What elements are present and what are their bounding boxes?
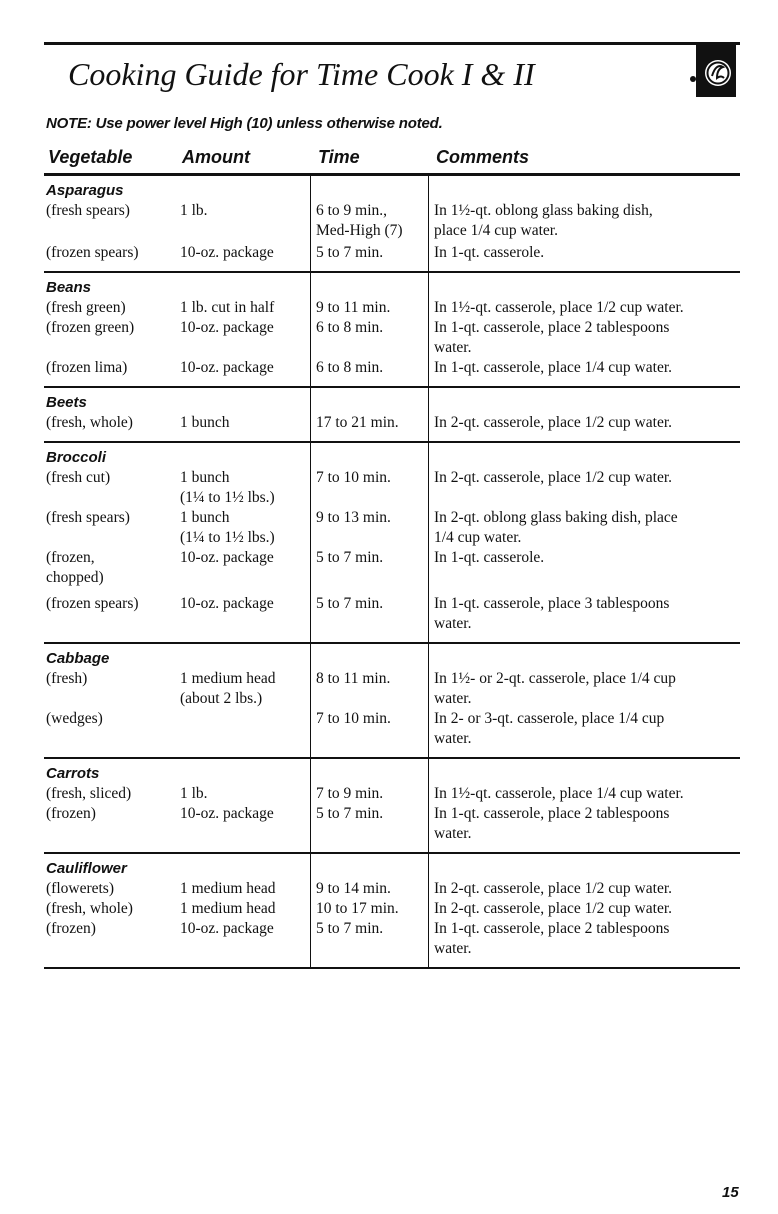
cell-line: place 1/4 cup water.: [434, 222, 558, 239]
cell-line: 5 to 7 min.: [316, 595, 384, 612]
cell-line: In 1-qt. casserole, place 1/4 cup water.: [434, 359, 673, 376]
cell-line: water.: [434, 825, 472, 842]
cell-line: In 1-qt. casserole, place 3 tablespoons: [434, 595, 670, 612]
cell-line: 1 medium head: [180, 900, 276, 917]
time-cell: [316, 508, 430, 528]
time-cell: [316, 879, 430, 899]
ge-logo-icon: [690, 45, 736, 97]
group-spacer: [44, 844, 740, 852]
amount-cell: [180, 358, 312, 378]
page-number: 15: [722, 1184, 739, 1201]
vegetable-cell: [46, 879, 174, 899]
cell-line: (frozen spears): [46, 595, 139, 612]
amount-cell: [180, 468, 312, 508]
cell-line: water.: [434, 690, 472, 707]
amount-cell: [180, 899, 312, 919]
cell-line: (fresh cut): [46, 469, 111, 486]
comments-cell: [434, 243, 738, 263]
cell-line: (fresh, whole): [46, 414, 133, 431]
cell-line: 9 to 13 min.: [316, 509, 391, 526]
time-cell: [316, 243, 430, 263]
cell-line: 1 bunch: [180, 509, 230, 526]
vegetable-cell: [46, 548, 174, 588]
group-spacer: [44, 433, 740, 441]
vegetable-cell: [46, 243, 174, 263]
table-row: [44, 879, 740, 899]
cell-line: 1 lb.: [180, 202, 208, 219]
amount-cell: [180, 298, 312, 318]
time-cell: [316, 298, 430, 318]
vegetable-cell: [46, 318, 174, 338]
cell-line: 10-oz. package: [180, 549, 274, 566]
cell-line: (1¼ to 1½ lbs.): [180, 529, 275, 546]
vegetable-group: [44, 443, 740, 644]
time-cell: [316, 709, 430, 729]
table-row: [44, 243, 740, 263]
time-cell: [316, 594, 430, 614]
cell-line: 1/4 cup water.: [434, 529, 522, 546]
time-cell: [316, 468, 430, 488]
group-title: Beans: [46, 279, 92, 296]
amount-cell: [180, 709, 312, 729]
cell-line: [180, 709, 312, 729]
comments-cell: [434, 804, 738, 844]
group-spacer: [44, 959, 740, 967]
cell-line: (frozen spears): [46, 244, 139, 261]
amount-cell: [180, 594, 312, 614]
vegetable-cell: [46, 201, 174, 221]
time-cell: [316, 548, 430, 568]
group-spacer: [44, 263, 740, 271]
amount-cell: [180, 318, 312, 338]
comments-cell: [434, 784, 738, 804]
group-title: Beets: [46, 394, 87, 411]
cell-line: 9 to 14 min.: [316, 880, 391, 897]
time-cell: [316, 201, 430, 241]
cell-line: water.: [434, 730, 472, 747]
cell-line: 17 to 21 min.: [316, 414, 399, 431]
table-row: [44, 669, 740, 709]
vegetable-cell: [46, 358, 174, 378]
cell-line: (frozen): [46, 805, 96, 822]
cell-line: (fresh): [46, 670, 88, 687]
cell-line: In 2-qt. oblong glass baking dish, place: [434, 509, 678, 526]
cell-line: 6 to 9 min.,: [316, 202, 388, 219]
cell-line: chopped): [46, 569, 104, 586]
vegetable-cell: [46, 298, 174, 318]
group-spacer: [44, 634, 740, 642]
comments-cell: [434, 298, 738, 318]
cell-line: In 1-qt. casserole.: [434, 549, 545, 566]
cell-line: (frozen green): [46, 319, 135, 336]
table-row: [44, 804, 740, 844]
cell-line: In 2-qt. casserole, place 1/2 cup water.: [434, 414, 673, 431]
table-row: [44, 594, 740, 634]
table-row: [44, 508, 740, 548]
amount-cell: [180, 804, 312, 824]
header-amount: Amount: [182, 147, 250, 167]
time-cell: [316, 784, 430, 804]
table-header: [44, 145, 740, 175]
group-title: Cabbage: [46, 650, 110, 667]
cell-line: water.: [434, 940, 472, 957]
cell-line: (fresh green): [46, 299, 126, 316]
cell-line: 10-oz. package: [180, 359, 274, 376]
cell-line: 5 to 7 min.: [316, 805, 384, 822]
cell-line: (wedges): [46, 710, 103, 727]
vegetable-cell: [46, 784, 174, 804]
group-spacer: [44, 749, 740, 757]
amount-cell: [180, 548, 312, 568]
cell-line: 5 to 7 min.: [316, 549, 384, 566]
cell-line: 10-oz. package: [180, 920, 274, 937]
time-cell: [316, 804, 430, 824]
cell-line: 6 to 8 min.: [316, 359, 384, 376]
comments-cell: [434, 358, 738, 378]
time-cell: [316, 318, 430, 338]
comments-cell: [434, 594, 738, 634]
group-title: Broccoli: [46, 449, 107, 466]
comments-cell: [434, 508, 738, 548]
cell-line: water.: [434, 339, 472, 356]
time-cell: [316, 899, 430, 919]
comments-cell: [434, 413, 738, 433]
cell-line: (fresh, sliced): [46, 785, 132, 802]
vegetable-group: [44, 854, 740, 969]
cell-line: 1 lb.: [180, 785, 208, 802]
comments-cell: [434, 709, 738, 749]
cell-line: Med-High (7): [316, 222, 403, 239]
cooking-table: [44, 176, 740, 969]
cell-line: In 1½-qt. casserole, place 1/4 cup water.: [434, 785, 684, 802]
cell-line: 7 to 10 min.: [316, 469, 391, 486]
cell-line: (frozen,: [46, 549, 95, 566]
comments-cell: [434, 468, 738, 488]
vegetable-cell: [46, 413, 174, 433]
cell-line: In 1-qt. casserole, place 2 tablespoons: [434, 319, 670, 336]
header-vegetable: Vegetable: [48, 147, 133, 167]
vegetable-cell: [46, 508, 174, 528]
cell-line: 6 to 8 min.: [316, 319, 384, 336]
vegetable-group: [44, 644, 740, 759]
cell-line: (1¼ to 1½ lbs.): [180, 489, 275, 506]
comments-cell: [434, 548, 738, 568]
amount-cell: [180, 243, 312, 263]
group-title: Cauliflower: [46, 860, 127, 877]
table-row: [44, 413, 740, 433]
comments-cell: [434, 919, 738, 959]
cell-line: (flowerets): [46, 880, 114, 897]
vegetable-group: [44, 176, 740, 273]
amount-cell: [180, 669, 312, 709]
cell-line: 10-oz. package: [180, 244, 274, 261]
cell-line: (fresh spears): [46, 509, 130, 526]
time-cell: [316, 919, 430, 939]
vegetable-cell: [46, 669, 174, 689]
table-row: [44, 201, 740, 241]
cell-line: water.: [434, 615, 472, 632]
table-row: [44, 298, 740, 318]
group-spacer: [44, 378, 740, 386]
table-row: [44, 919, 740, 959]
time-cell: [316, 413, 430, 433]
amount-cell: [180, 201, 312, 221]
table-row: [44, 784, 740, 804]
cell-line: 10-oz. package: [180, 805, 274, 822]
page-title: Cooking Guide for Time Cook I & II: [68, 56, 535, 92]
cell-line: 5 to 7 min.: [316, 244, 384, 261]
header-time: Time: [318, 147, 360, 167]
cell-line: (frozen lima): [46, 359, 128, 376]
comments-cell: [434, 669, 738, 709]
cell-line: 10 to 17 min.: [316, 900, 399, 917]
cell-line: 1 bunch: [180, 469, 230, 486]
cell-line: 1 medium head: [180, 670, 276, 687]
group-title: Carrots: [46, 765, 100, 782]
table-row: [44, 318, 740, 358]
vegetable-cell: [46, 899, 174, 919]
comments-cell: [434, 899, 738, 919]
table-row: [44, 358, 740, 378]
vegetable-cell: [46, 919, 174, 939]
cell-line: In 1½-qt. casserole, place 1/2 cup water.: [434, 299, 684, 316]
comments-cell: [434, 879, 738, 899]
vegetable-group: [44, 273, 740, 388]
cell-line: In 2-qt. casserole, place 1/2 cup water.: [434, 880, 673, 897]
cell-line: 1 bunch: [180, 414, 230, 431]
time-cell: [316, 669, 430, 689]
cell-line: (frozen): [46, 920, 96, 937]
amount-cell: [180, 919, 312, 939]
cell-line: 1 medium head: [180, 880, 276, 897]
cell-line: 9 to 11 min.: [316, 299, 391, 316]
cell-line: 5 to 7 min.: [316, 920, 384, 937]
header-comments: Comments: [436, 147, 530, 167]
amount-cell: [180, 413, 312, 433]
cell-line: In 2-qt. casserole, place 1/2 cup water.: [434, 900, 673, 917]
amount-cell: [180, 879, 312, 899]
vegetable-cell: [46, 594, 174, 614]
top-rule: [44, 42, 740, 45]
cell-line: In 1½-qt. oblong glass baking dish,: [434, 202, 653, 219]
table-row: [44, 468, 740, 508]
cell-line: In 1-qt. casserole.: [434, 244, 545, 261]
cell-line: In 2-qt. casserole, place 1/2 cup water.: [434, 469, 673, 486]
table-row: [44, 548, 740, 588]
vegetable-group: [44, 759, 740, 854]
cell-line: 8 to 11 min.: [316, 670, 391, 687]
comments-cell: [434, 201, 738, 241]
cell-line: In 1½- or 2-qt. casserole, place 1/4 cup: [434, 670, 676, 687]
cell-line: 7 to 10 min.: [316, 710, 391, 727]
cell-line: (fresh, whole): [46, 900, 133, 917]
amount-cell: [180, 784, 312, 804]
vegetable-cell: [46, 804, 174, 824]
note-text: NOTE: Use power level High (10) unless otherwise noted.: [46, 115, 443, 132]
table-row: [44, 709, 740, 749]
table-row: [44, 899, 740, 919]
cell-line: (fresh spears): [46, 202, 130, 219]
cell-line: 1 lb. cut in half: [180, 299, 275, 316]
cell-line: In 1-qt. casserole, place 2 tablespoons: [434, 805, 670, 822]
cell-line: 10-oz. package: [180, 595, 274, 612]
cell-line: 7 to 9 min.: [316, 785, 384, 802]
time-cell: [316, 358, 430, 378]
comments-cell: [434, 318, 738, 358]
amount-cell: [180, 508, 312, 548]
group-title: Asparagus: [46, 182, 124, 199]
cell-line: In 2- or 3-qt. casserole, place 1/4 cup: [434, 710, 665, 727]
vegetable-group: [44, 388, 740, 443]
cell-line: (about 2 lbs.): [180, 690, 263, 707]
cell-line: In 1-qt. casserole, place 2 tablespoons: [434, 920, 670, 937]
vegetable-cell: [46, 709, 174, 729]
cell-line: 10-oz. package: [180, 319, 274, 336]
vegetable-cell: [46, 468, 174, 488]
